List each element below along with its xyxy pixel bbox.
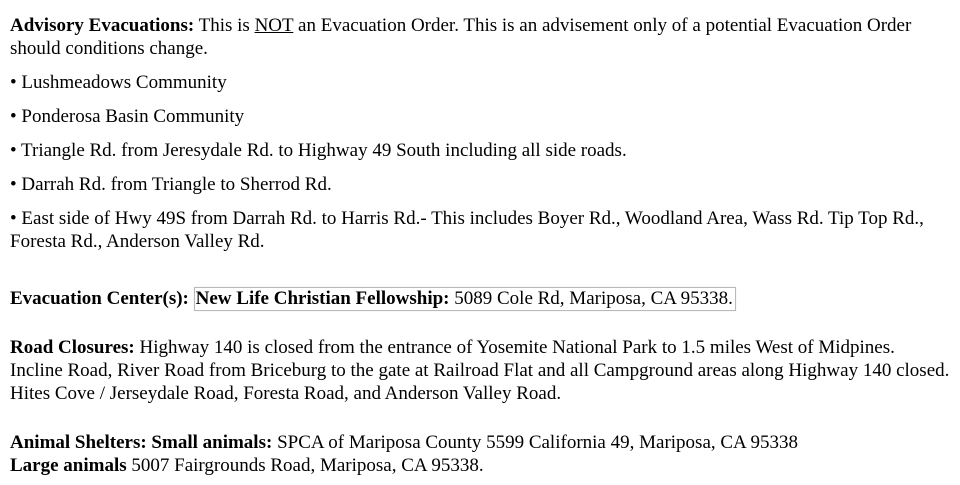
road-closures-label: Road Closures: [10,337,135,358]
animal-shelters-large-line [10,454,950,477]
bullet-item-hwy-49s: • East side of Hwy 49S from Darrah Rd. to Harris Rd.- This includes Boyer Rd., Woodland Area, Wass Rd. Tip Top Rd., Foresta Rd., Anderson Valley Rd. [10,208,924,252]
evacuation-center-highlight [194,287,736,311]
evacuation-center-name: New Life Christian Fellowship: [195,288,450,309]
advisory-text-after: an Evacuation Order. This is an advisement only of a potential Evacuation Order should conditions change. [10,15,912,59]
bullet-item-lushmeadows: • Lushmeadows Community [10,72,227,93]
advisory-evacuations-label: Advisory Evacuations: [10,15,195,36]
large-animals-label: Large animals [10,455,127,476]
road-closures-text: Highway 140 is closed from the entrance of Yosemite National Park to 1.5 miles West of Midpines. Incline Road, River Road from Briceburg to the gate at Railroad Flat and all Campground areas along Highway 140 closed. Hites Cove / Jerseydale Road, Foresta Road, and Anderson Valley Road. [10,337,950,404]
advisory-text-before: This is [194,15,255,36]
evacuation-center-paragraph [10,287,950,310]
advisory-evacuations-paragraph [10,14,950,60]
large-animals-text: 5007 Fairgrounds Road, Mariposa, CA 95338. [126,455,484,476]
animal-shelters-label: Animal Shelters: Small animals: [10,432,273,453]
bullet-item-darrah-rd: • Darrah Rd. from Triangle to Sherrod Rd. [10,174,332,195]
road-closures-paragraph [10,336,950,405]
advisory-not-word: NOT [254,15,294,36]
animal-shelters-small-text: SPCA of Mariposa County 5599 California 49, Mariposa, CA 95338 [272,432,798,453]
evacuation-center-address: 5089 Cole Rd, Mariposa, CA 95338. [449,288,733,309]
bullet-item-triangle-rd: • Triangle Rd. from Jeresydale Rd. to Highway 49 South including all side roads. [10,140,627,161]
evacuation-center-label: Evacuation Center(s): [10,288,189,309]
animal-shelters-small-line [10,431,950,454]
bullet-item-ponderosa: • Ponderosa Basin Community [10,106,245,127]
